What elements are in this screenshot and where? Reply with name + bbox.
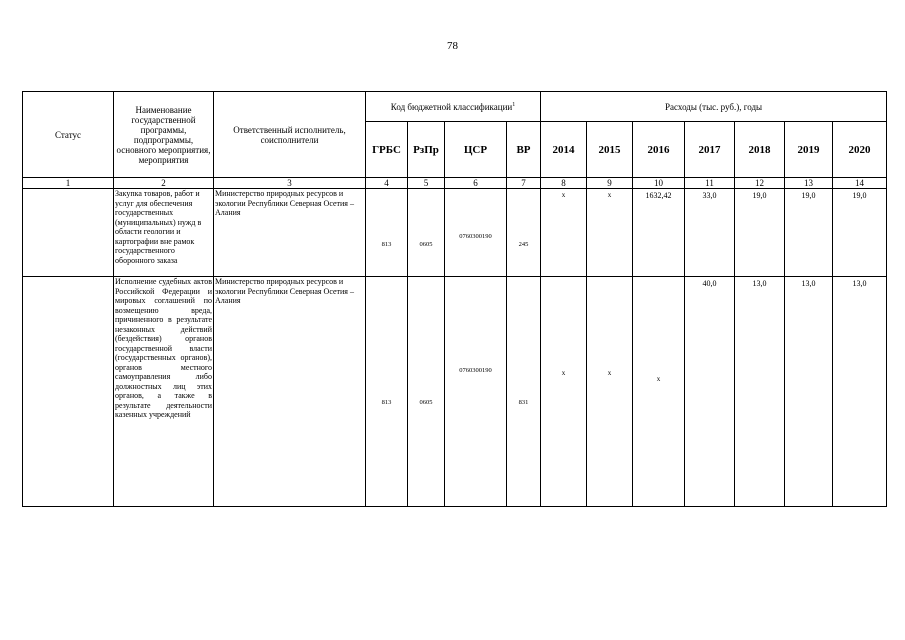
cell-grbs: 813 — [366, 189, 408, 277]
cell-vr: 831 — [507, 277, 541, 507]
cell-year-2015: x — [587, 277, 633, 507]
cell-csr: 0760300190 — [445, 277, 507, 507]
budget-table — [22, 91, 887, 507]
cell-year-2019: 13,0 — [785, 277, 833, 507]
col-number: 8 — [541, 178, 587, 189]
header-grbs: ГРБС — [366, 122, 408, 178]
col-number: 7 — [507, 178, 541, 189]
col-number: 4 — [366, 178, 408, 189]
header-year-2016: 2016 — [633, 122, 685, 178]
page-number: 78 — [447, 40, 458, 52]
cell-year-2018: 13,0 — [735, 277, 785, 507]
header-year-2015: 2015 — [587, 122, 633, 178]
header-status: Статус — [23, 92, 114, 178]
cell-year-2015: x — [587, 189, 633, 277]
cell-year-2016: 1632,42 — [633, 189, 685, 277]
col-number: 11 — [685, 178, 735, 189]
cell-program-name: Закупка товаров, работ и услуг для обеспечения государственных (муниципальных) нужд в области геологии и картографии вне рамок государственного оборонного заказа — [114, 189, 214, 277]
header-rzpr: РзПр — [408, 122, 445, 178]
header-year-2014: 2014 — [541, 122, 587, 178]
col-number: 10 — [633, 178, 685, 189]
cell-grbs: 813 — [366, 277, 408, 507]
cell-year-2020: 13,0 — [833, 277, 887, 507]
cell-csr: 0760300190 — [445, 189, 507, 277]
cell-status — [23, 189, 114, 277]
cell-rzpr: 0605 — [408, 189, 445, 277]
header-responsible: Ответственный исполнитель, соисполнители — [214, 92, 366, 178]
cell-vr: 245 — [507, 189, 541, 277]
cell-year-2014: x — [541, 189, 587, 277]
col-number: 14 — [833, 178, 887, 189]
col-number: 2 — [114, 178, 214, 189]
col-number: 12 — [735, 178, 785, 189]
cell-status — [23, 277, 114, 507]
header-csr: ЦСР — [445, 122, 507, 178]
col-number: 1 — [23, 178, 114, 189]
cell-year-2017: 40,0 — [685, 277, 735, 507]
cell-year-2018: 19,0 — [735, 189, 785, 277]
cell-program-name: Исполнение судебных актов Российской Федерации и мировых соглашений по возмещению вреда, причиненного в результате незаконных действий (бездействия) органов государственной власти (государственных органов), органов местного самоуправления либо должностных лиц этих органов, а также в результате деятельности казенных учреждений — [114, 277, 214, 507]
column-number-row — [23, 178, 887, 189]
col-number: 6 — [445, 178, 507, 189]
table-row — [23, 189, 887, 277]
header-year-2019: 2019 — [785, 122, 833, 178]
col-number: 5 — [408, 178, 445, 189]
header-year-2020: 2020 — [833, 122, 887, 178]
header-vr: ВР — [507, 122, 541, 178]
header-program-name: Наименование государственной программы, подпрограммы, основного мероприятия, мероприятия — [114, 92, 214, 178]
col-number: 9 — [587, 178, 633, 189]
footnote-marker: 1 — [512, 101, 516, 108]
header-year-2018: 2018 — [735, 122, 785, 178]
header-expenses: Расходы (тыс. руб.), годы — [541, 92, 887, 122]
cell-year-2020: 19,0 — [833, 189, 887, 277]
cell-responsible: Министерство природных ресурсов и экологии Республики Северная Осетия – Алания — [214, 189, 366, 277]
cell-responsible: Министерство природных ресурсов и экологии Республики Северная Осетия – Алания — [214, 277, 366, 507]
col-number: 13 — [785, 178, 833, 189]
cell-year-2017: 33,0 — [685, 189, 735, 277]
col-number: 3 — [214, 178, 366, 189]
cell-year-2016: x — [633, 277, 685, 507]
header-year-2017: 2017 — [685, 122, 735, 178]
cell-rzpr: 0605 — [408, 277, 445, 507]
header-budget-code: Код бюджетной классификации$^1$ — [366, 92, 541, 122]
cell-year-2014: x — [541, 277, 587, 507]
cell-year-2019: 19,0 — [785, 189, 833, 277]
header-row-1 — [23, 92, 887, 122]
table-row — [23, 277, 887, 507]
